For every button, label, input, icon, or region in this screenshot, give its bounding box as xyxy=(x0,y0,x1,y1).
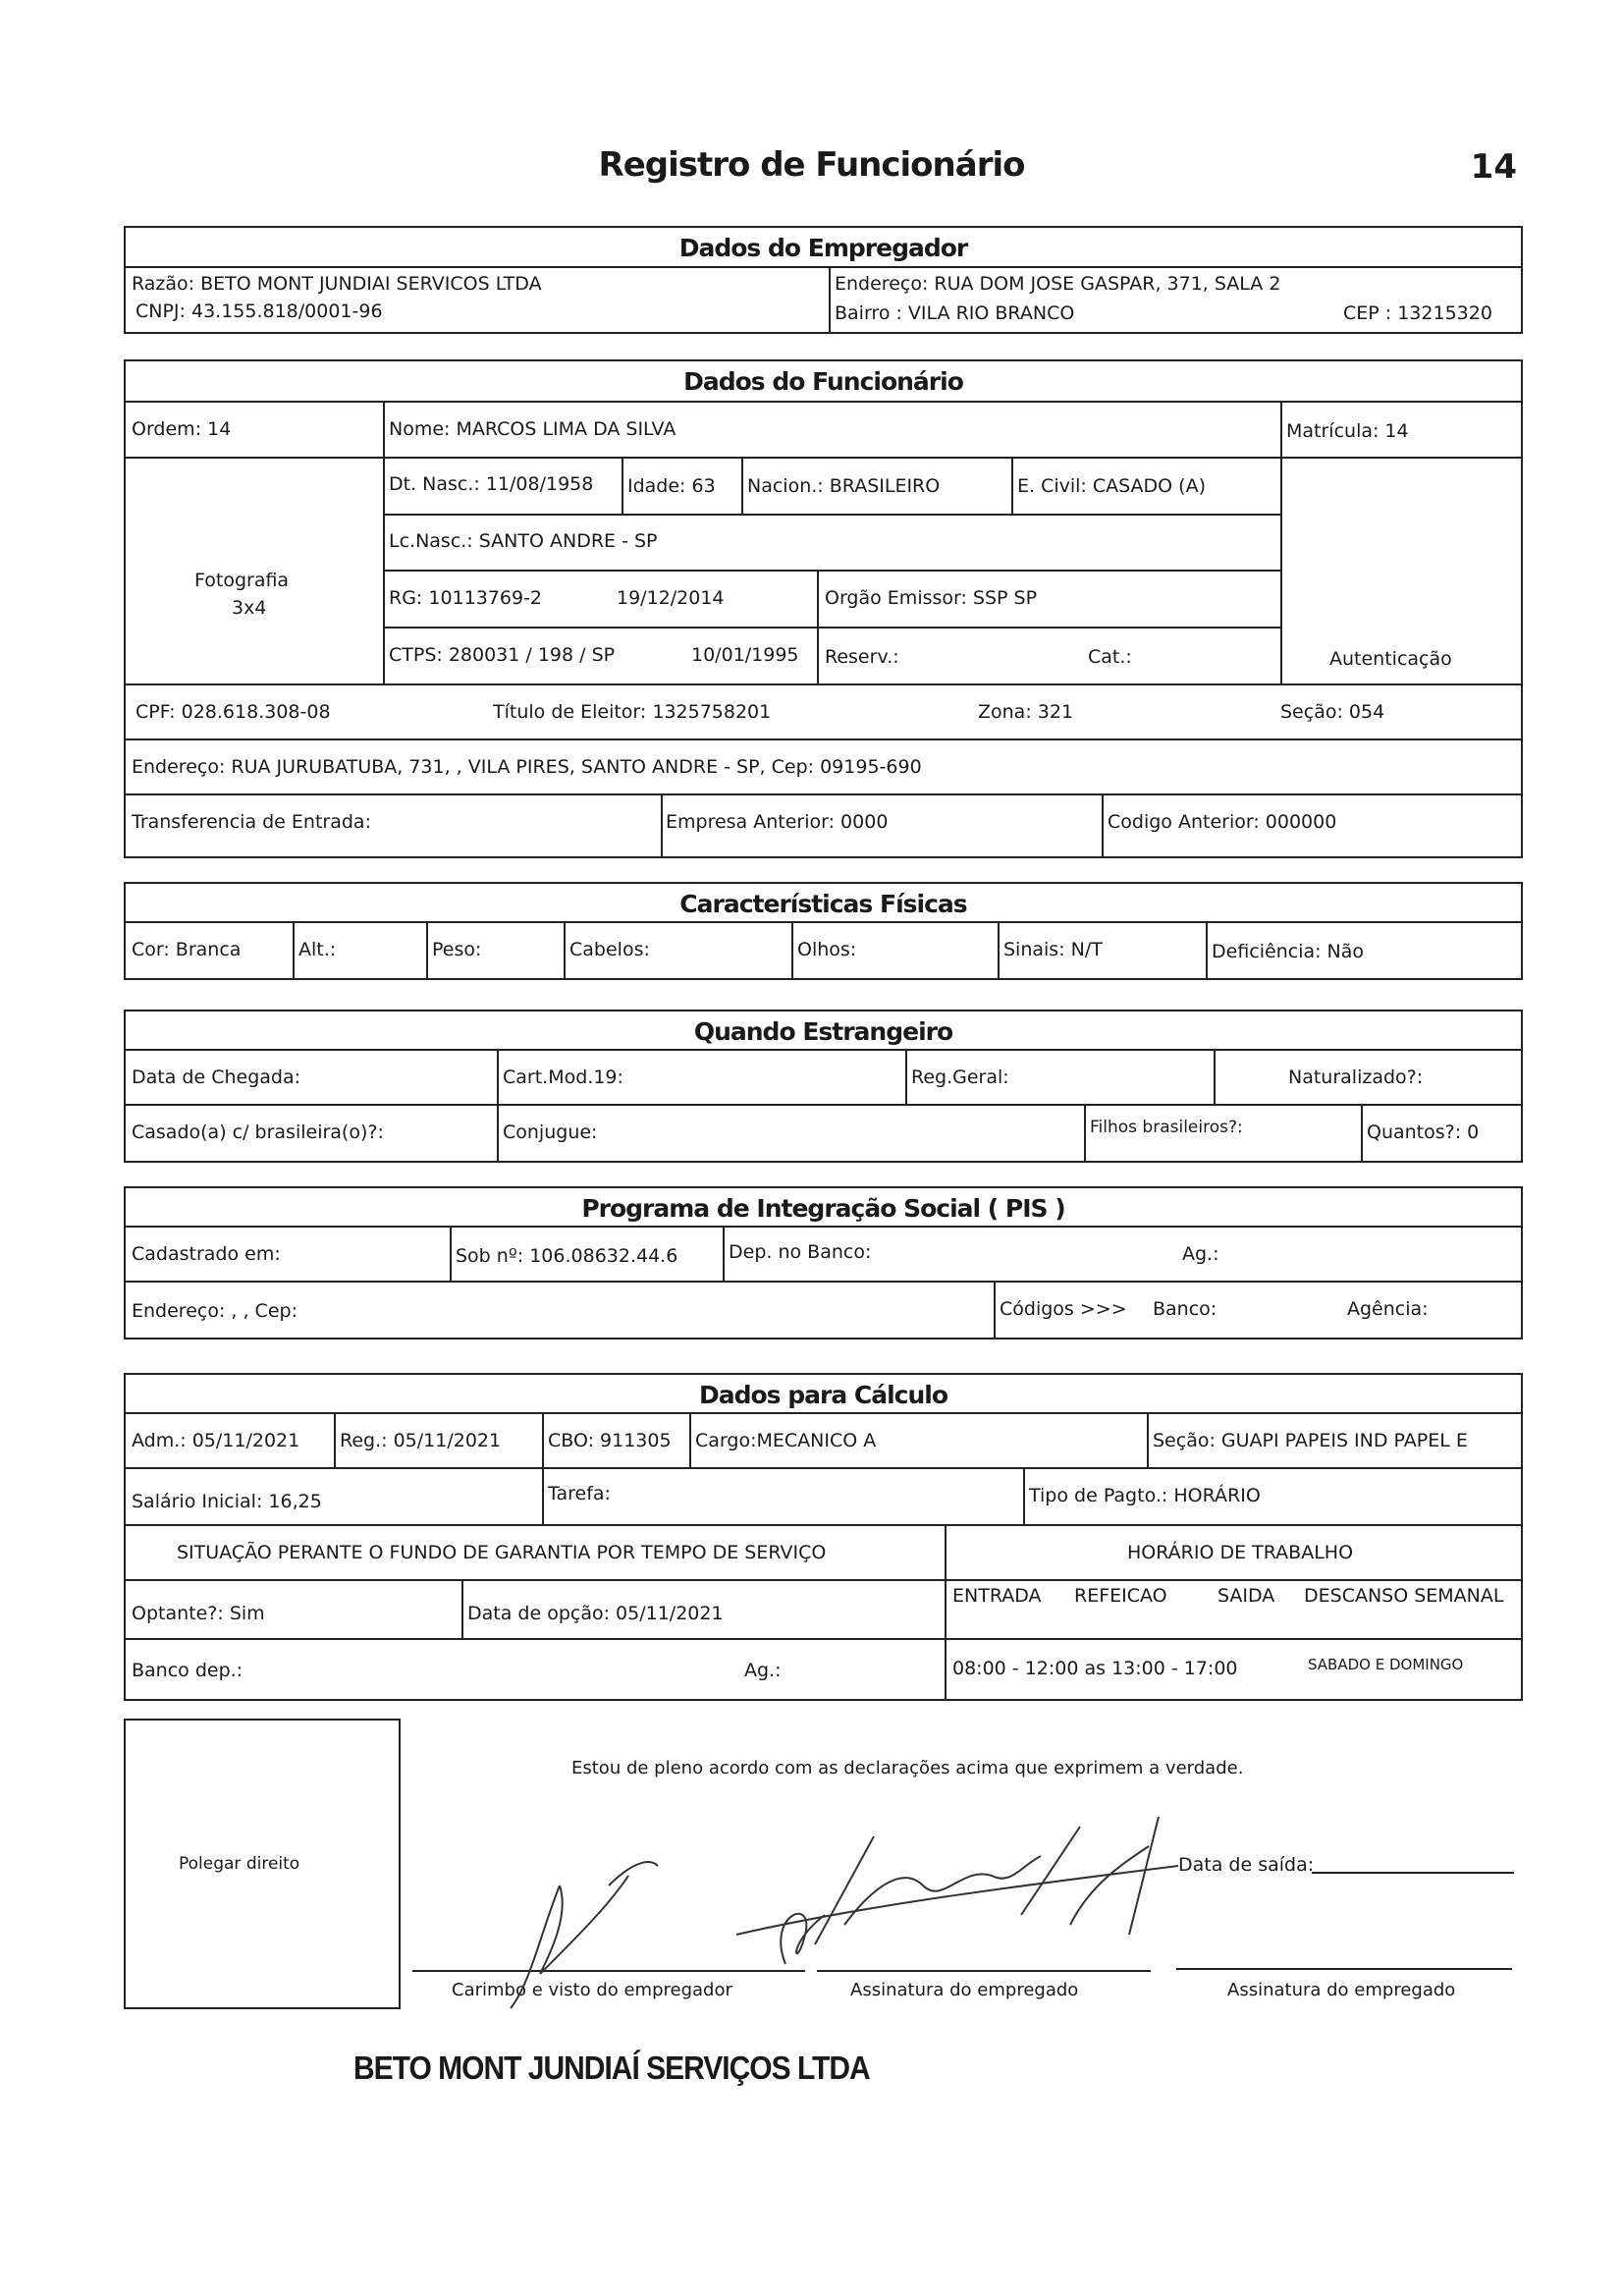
physical-sinais: Sinais: N/T xyxy=(1003,939,1103,960)
employee-codigo-anterior: Codigo Anterior: 000000 xyxy=(1108,811,1337,833)
foreigner-filhos: Filhos brasileiros?: xyxy=(1090,1118,1243,1137)
employer-signature-label: Carimbo e visto do empregador xyxy=(452,1980,732,2000)
page-number: 14 xyxy=(1470,147,1517,187)
section-title: Dados para Cálculo xyxy=(698,1381,948,1409)
employer-cnpj: CNPJ: 43.155.818/0001-96 xyxy=(135,301,383,322)
pis-endereco: Endereço: , , Cep: xyxy=(132,1300,298,1322)
page-title: Registro de Funcionário xyxy=(598,145,1025,185)
foreigner-reg-geral: Reg.Geral: xyxy=(911,1066,1009,1088)
calc-banco-dep: Banco dep.: xyxy=(132,1660,243,1681)
employee-transferencia: Transferencia de Entrada: xyxy=(132,811,371,833)
section-title: Características Físicas xyxy=(679,890,967,918)
calc-data-opcao: Data de opção: 05/11/2021 xyxy=(467,1603,724,1624)
physical-olhos: Olhos: xyxy=(797,939,857,960)
foreigner-conjugue: Conjugue: xyxy=(503,1121,598,1143)
employee-matricula: Matrícula: 14 xyxy=(1286,420,1409,442)
physical-section xyxy=(124,882,1523,980)
employer-razao: Razão: BETO MONT JUNDIAI SERVICOS LTDA xyxy=(132,273,542,295)
pis-dep-banco: Dep. no Banco: xyxy=(729,1241,872,1263)
pis-ag: Ag.: xyxy=(1182,1243,1219,1265)
autenticacao-label: Autenticação xyxy=(1329,648,1452,670)
employee-ctps-data: 10/01/1995 xyxy=(691,644,799,666)
declaration-text: Estou de pleno acordo com as declarações acima que exprimem a verdade. xyxy=(571,1758,1244,1778)
employee-empresa-anterior: Empresa Anterior: 0000 xyxy=(666,811,889,833)
pis-codigos: Códigos >>> xyxy=(1000,1298,1127,1320)
horario-title: HORÁRIO DE TRABALHO xyxy=(1127,1542,1354,1563)
physical-peso: Peso: xyxy=(432,939,482,960)
section-title: Dados do Empregador xyxy=(678,234,968,262)
employee-zona: Zona: 321 xyxy=(978,701,1074,723)
employee-section xyxy=(124,359,1523,858)
employee-nacion: Nacion.: BRASILEIRO xyxy=(747,475,941,497)
foreigner-quantos: Quantos?: 0 xyxy=(1367,1121,1480,1143)
calc-cbo: CBO: 911305 xyxy=(548,1430,672,1451)
horario-header-refeicao: REFEICAO xyxy=(1074,1585,1167,1607)
employee-signature-icon xyxy=(727,1807,1237,2003)
foreigner-casado: Casado(a) c/ brasileira(o)?: xyxy=(132,1121,384,1143)
pis-agencia: Agência: xyxy=(1347,1298,1429,1320)
data-saida-label: Data de saída: xyxy=(1178,1854,1315,1876)
foreigner-section xyxy=(124,1010,1523,1163)
employee-titulo-eleitor: Título de Eleitor: 1325758201 xyxy=(493,701,772,723)
employee-ctps: CTPS: 280031 / 198 / SP xyxy=(389,644,616,666)
section-title: Quando Estrangeiro xyxy=(693,1017,953,1046)
physical-cabelos: Cabelos: xyxy=(569,939,650,960)
section-title: Programa de Integração Social ( PIS ) xyxy=(581,1194,1065,1223)
calc-reg: Reg.: 05/11/2021 xyxy=(340,1430,502,1451)
employee-cpf: CPF: 028.618.308-08 xyxy=(135,701,331,723)
employee-orgao-emissor: Orgão Emissor: SSP SP xyxy=(825,587,1038,609)
calc-tarefa: Tarefa: xyxy=(548,1483,611,1504)
employee-ordem: Ordem: 14 xyxy=(132,418,232,440)
employee-signature-label-1: Assinatura do empregado xyxy=(850,1980,1079,2000)
fgts-title: SITUAÇÃO PERANTE O FUNDO DE GARANTIA POR TEMPO DE SERVIÇO xyxy=(177,1542,827,1563)
employee-cat: Cat.: xyxy=(1088,646,1132,668)
employee-e-civil: E. Civil: CASADO (A) xyxy=(1017,475,1206,497)
horario-header-entrada: ENTRADA xyxy=(952,1585,1042,1607)
calc-adm: Adm.: 05/11/2021 xyxy=(132,1430,300,1451)
employer-signature-icon xyxy=(491,1846,668,2013)
thumbprint-box xyxy=(124,1719,401,2009)
calc-salario-inicial: Salário Inicial: 16,25 xyxy=(132,1491,322,1512)
photo-size: 3x4 xyxy=(232,597,267,619)
employee-dt-nasc: Dt. Nasc.: 11/08/1958 xyxy=(389,473,594,495)
calc-optante: Optante?: Sim xyxy=(132,1603,265,1624)
pis-cadastrado-em: Cadastrado em: xyxy=(132,1243,281,1265)
employer-section xyxy=(124,226,1523,334)
employee-rg: RG: 10113769-2 xyxy=(389,587,543,609)
calculation-section xyxy=(124,1373,1523,1701)
calc-cargo: Cargo:MECANICO A xyxy=(695,1430,877,1451)
foreigner-naturalizado: Naturalizado?: xyxy=(1288,1066,1424,1088)
foreigner-cart-mod19: Cart.Mod.19: xyxy=(503,1066,623,1088)
pis-banco: Banco: xyxy=(1153,1298,1217,1320)
employee-nome: Nome: MARCOS LIMA DA SILVA xyxy=(389,418,676,440)
horario-header-descanso: DESCANSO SEMANAL xyxy=(1304,1585,1504,1607)
horario-descanso: SABADO E DOMINGO xyxy=(1308,1656,1464,1673)
physical-cor: Cor: Branca xyxy=(132,939,242,960)
physical-alt: Alt.: xyxy=(298,939,337,960)
employee-reserv: Reserv.: xyxy=(825,646,899,668)
physical-deficiencia: Deficiência: Não xyxy=(1212,941,1365,962)
pis-sob-no: Sob nº: 106.08632.44.6 xyxy=(456,1245,678,1267)
company-stamp: BETO MONT JUNDIAÍ SERVIÇOS LTDA xyxy=(353,2050,870,2087)
employer-endereco: Endereço: RUA DOM JOSE GASPAR, 371, SALA 2 xyxy=(835,273,1281,295)
section-title: Dados do Funcionário xyxy=(683,367,963,396)
employee-signature-label-2: Assinatura do empregado xyxy=(1227,1980,1456,2000)
foreigner-data-chegada: Data de Chegada: xyxy=(132,1066,301,1088)
employee-secao: Seção: 054 xyxy=(1280,701,1385,723)
employer-cep: CEP : 13215320 xyxy=(1343,302,1492,324)
thumbprint-label: Polegar direito xyxy=(179,1854,300,1874)
employer-bairro: Bairro : VILA RIO BRANCO xyxy=(835,302,1075,324)
employee-rg-data: 19/12/2014 xyxy=(617,587,725,609)
calc-secao: Seção: GUAPI PAPEIS IND PAPEL E xyxy=(1153,1430,1468,1451)
photo-label: Fotografia xyxy=(194,570,290,591)
horario-header-saida: SAIDA xyxy=(1217,1585,1275,1607)
horario-values: 08:00 - 12:00 as 13:00 - 17:00 xyxy=(952,1658,1238,1679)
calc-tipo-pagto: Tipo de Pagto.: HORÁRIO xyxy=(1029,1485,1261,1506)
pis-section xyxy=(124,1186,1523,1339)
data-saida-line xyxy=(1312,1872,1514,1874)
employee-idade: Idade: 63 xyxy=(627,475,716,497)
employee-endereco: Endereço: RUA JURUBATUBA, 731, , VILA PIRES, SANTO ANDRE - SP, Cep: 09195-690 xyxy=(132,756,922,778)
calc-ag: Ag.: xyxy=(744,1660,782,1681)
employee-lc-nasc: Lc.Nasc.: SANTO ANDRE - SP xyxy=(389,530,658,552)
